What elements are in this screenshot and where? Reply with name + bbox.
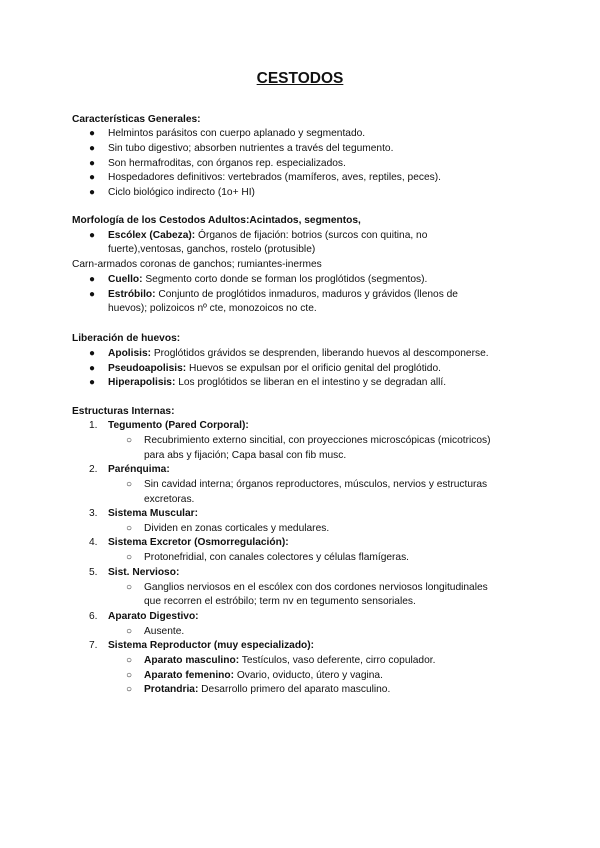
circle-bullet-icon: ○ bbox=[126, 479, 133, 490]
term-pseudoapolisis: Pseudoapolisis: bbox=[108, 363, 187, 374]
term-femenino: Aparato femenino: bbox=[144, 670, 234, 681]
circle-bullet-icon: ○ bbox=[126, 435, 133, 446]
circle-bullet-icon: ○ bbox=[126, 582, 133, 593]
list-item-estrobilo-cont: huevos); polizoicos nº cte, monozoicos no cte. bbox=[108, 303, 317, 314]
bullet-icon: ● bbox=[89, 187, 96, 198]
bullet-icon: ● bbox=[89, 143, 96, 154]
list-item bbox=[108, 377, 446, 389]
list-item-escolex-cont: fuerte),ventosas, ganchos, rostelo (protusible) bbox=[108, 244, 316, 255]
sub-item bbox=[144, 684, 390, 696]
list-item-cuello bbox=[108, 274, 427, 286]
list-item: Helmintos parásitos con cuerpo aplanado y segmentado. bbox=[108, 128, 366, 139]
sub-item: Sin cavidad interna; órganos reproductores, músculos, nervios y estructuras bbox=[144, 479, 488, 490]
list-item: Ciclo biológico indirecto (1o+ HI) bbox=[108, 187, 255, 198]
paragraph-carn: Carn-armados coronas de ganchos; rumiantes-inermes bbox=[72, 259, 322, 270]
text-apolisis: Proglótidos grávidos se desprenden, liberando huevos al descomponerse. bbox=[151, 348, 489, 359]
sub-item: Dividen en zonas corticales y medulares. bbox=[144, 523, 330, 534]
list-item: Sin tubo digestivo; absorben nutrientes a través del tegumento. bbox=[108, 143, 394, 154]
circle-bullet-icon: ○ bbox=[126, 655, 133, 666]
text-escolex: Órganos de fijación: botrios (surcos con quitina, no bbox=[195, 230, 428, 241]
circle-bullet-icon: ○ bbox=[126, 670, 133, 681]
item-label-tegumento: Tegumento (Pared Corporal): bbox=[108, 420, 249, 431]
term-estrobilo: Estróbilo: bbox=[108, 289, 156, 300]
section-heading-estructuras: Estructuras Internas: bbox=[72, 406, 175, 417]
item-number: 2. bbox=[89, 464, 98, 475]
term-cuello: Cuello: bbox=[108, 274, 143, 285]
text-femenino: Ovario, oviducto, útero y vagina. bbox=[234, 670, 383, 681]
bullet-icon: ● bbox=[89, 158, 96, 169]
bullet-icon: ● bbox=[89, 172, 96, 183]
sub-item-cont: que recorren el estróbilo; term nv en tegumento sensoriales. bbox=[144, 596, 416, 607]
sub-item bbox=[144, 670, 383, 682]
text-hiperapolisis: Los proglótidos se liberan en el intestino y se degradan allí. bbox=[175, 377, 447, 388]
list-item bbox=[108, 348, 489, 360]
term-protandria: Protandria: bbox=[144, 684, 199, 695]
sub-item-cont: para abs y fijación; Capa basal con fib musc. bbox=[144, 450, 347, 461]
item-label-nervioso: Sist. Nervioso: bbox=[108, 567, 180, 578]
sub-item: Recubrimiento externo sincitial, con proyecciones microscópicas (micotricos) bbox=[144, 435, 491, 446]
bullet-icon: ● bbox=[89, 289, 96, 300]
term-escolex: Escólex (Cabeza): bbox=[108, 230, 196, 241]
page-title: CESTODOS bbox=[256, 70, 344, 87]
text-masculino: Testículos, vaso deferente, cirro copulador. bbox=[239, 655, 436, 666]
bullet-icon: ● bbox=[89, 274, 96, 285]
sub-item: Protonefridial, con canales colectores y células flamígeras. bbox=[144, 552, 410, 563]
term-masculino: Aparato masculino: bbox=[144, 655, 240, 666]
sub-item: Ganglios nerviosos en el escólex con dos cordones nerviosos longitudinales bbox=[144, 582, 488, 593]
sub-item-cont: excretoras. bbox=[144, 494, 195, 505]
text-cuello: Segmento corto donde se forman los proglótidos (segmentos). bbox=[142, 274, 428, 285]
list-item-estrobilo bbox=[108, 289, 458, 301]
text-estrobilo: Conjunto de proglótidos inmaduros, maduros y grávidos (llenos de bbox=[155, 289, 458, 300]
item-number: 4. bbox=[89, 537, 98, 548]
item-label-reproductor: Sistema Reproductor (muy especializado): bbox=[108, 640, 315, 651]
item-number: 1. bbox=[89, 420, 98, 431]
list-item bbox=[108, 363, 441, 375]
list-item: Hospedadores definitivos: vertebrados (mamíferos, aves, reptiles, peces). bbox=[108, 172, 441, 183]
bullet-icon: ● bbox=[89, 348, 96, 359]
sub-item: Ausente. bbox=[144, 626, 185, 637]
list-item-escolex bbox=[108, 230, 427, 242]
circle-bullet-icon: ○ bbox=[126, 552, 133, 563]
item-label-digestivo: Aparato Digestivo: bbox=[108, 611, 199, 622]
item-label-parenquima: Parénquima: bbox=[108, 464, 170, 475]
list-item: Son hermafroditas, con órganos rep. especializados. bbox=[108, 158, 346, 169]
text-pseudoapolisis: Huevos se expulsan por el orificio genital del proglótido. bbox=[186, 363, 441, 374]
circle-bullet-icon: ○ bbox=[126, 684, 133, 695]
bullet-icon: ● bbox=[89, 128, 96, 139]
text-protandria: Desarrollo primero del aparato masculino. bbox=[198, 684, 391, 695]
sub-item bbox=[144, 655, 435, 667]
item-number: 6. bbox=[89, 611, 98, 622]
bullet-icon: ● bbox=[89, 377, 96, 388]
item-label-muscular: Sistema Muscular: bbox=[108, 508, 199, 519]
circle-bullet-icon: ○ bbox=[126, 523, 133, 534]
term-hiperapolisis: Hiperapolisis: bbox=[108, 377, 176, 388]
item-number: 7. bbox=[89, 640, 98, 651]
section-heading-caracteristicas: Características Generales: bbox=[72, 114, 201, 125]
item-number: 5. bbox=[89, 567, 98, 578]
circle-bullet-icon: ○ bbox=[126, 626, 133, 637]
section-heading-morfologia: Morfología de los Cestodos Adultos:Acintados, segmentos, bbox=[72, 215, 361, 226]
bullet-icon: ● bbox=[89, 230, 96, 241]
bullet-icon: ● bbox=[89, 363, 96, 374]
item-label-excretor: Sistema Excretor (Osmorregulación): bbox=[108, 537, 289, 548]
section-heading-liberacion: Liberación de huevos: bbox=[72, 333, 181, 344]
item-number: 3. bbox=[89, 508, 98, 519]
term-apolisis: Apolisis: bbox=[108, 348, 152, 359]
